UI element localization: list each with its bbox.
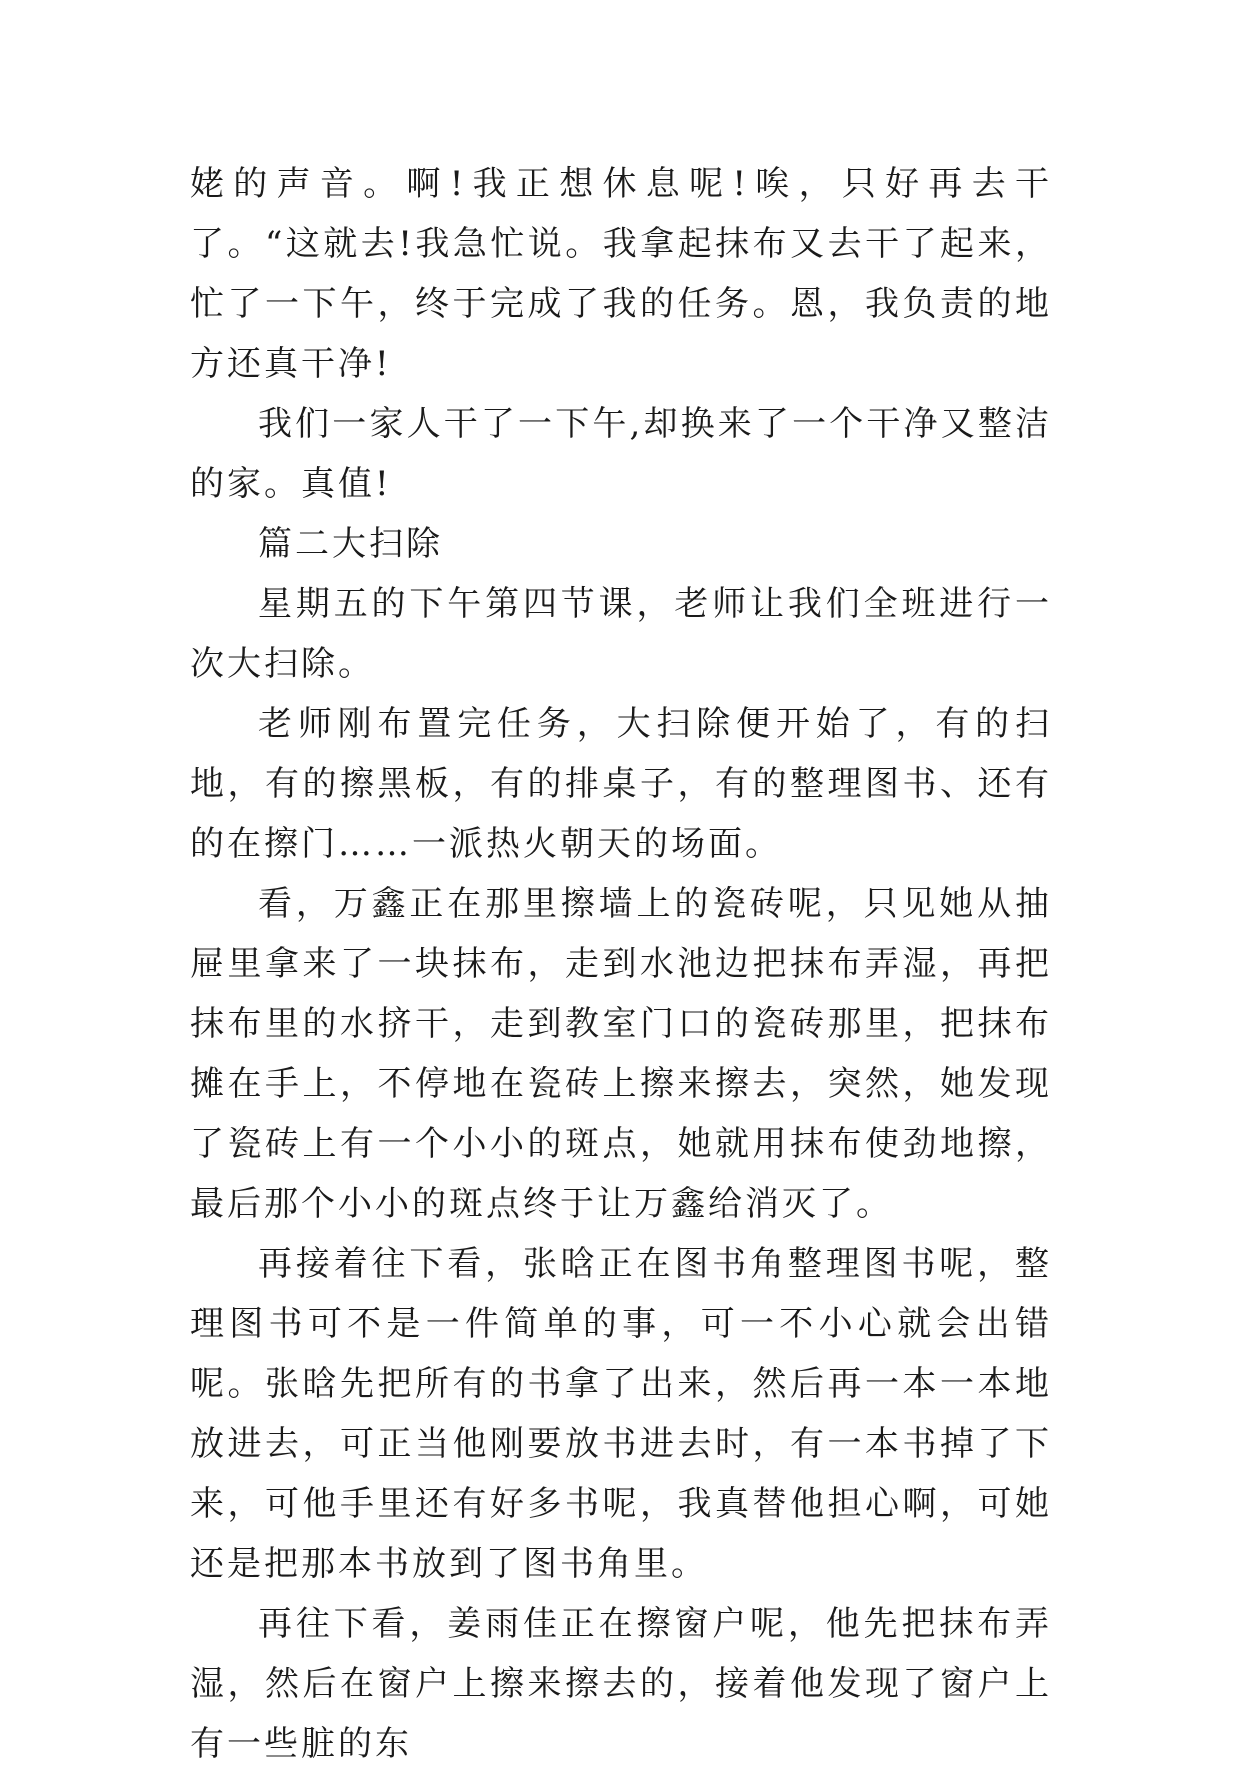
paragraph: 我们一家人干了一下午,却换来了一个干净又整洁的家。真值! bbox=[190, 404, 1052, 504]
paragraph: 再往下看，姜雨佳正在擦窗户呢，他先把抹布弄湿，然后在窗户上擦来擦去的，接着他发现了窗户上有一些脏的东 bbox=[190, 1604, 1052, 1764]
paragraph: 老师刚布置完任务，大扫除便开始了，有的扫地，有的擦黑板，有的排桌子，有的整理图书、还有的在擦门……一派热火朝天的场面。 bbox=[190, 704, 1052, 864]
paragraph: 姥的声音。啊!我正想休息呢!唉，只好再去干了。“这就去!我急忙说。我拿起抹布又去干了起来，忙了一下午，终于完成了我的任务。恩，我负责的地方还真干净! bbox=[190, 164, 1052, 384]
section-heading: 篇二大扫除 bbox=[258, 524, 443, 564]
paragraph: 星期五的下午第四节课，老师让我们全班进行一次大扫除。 bbox=[190, 584, 1052, 684]
paragraph: 再接着往下看，张晗正在图书角整理图书呢，整理图书可不是一件简单的事，可一不小心就会出错呢。张晗先把所有的书拿了出来，然后再一本一本地放进去，可正当他刚要放书进去时，有一本书掉了下来，可他手里还有好多书呢，我真替他担心啊，可她还是把那本书放到了图书角里。 bbox=[190, 1244, 1052, 1584]
paragraph: 看，万鑫正在那里擦墙上的瓷砖呢，只见她从抽屉里拿来了一块抹布，走到水池边把抹布弄湿，再把抹布里的水挤干，走到教室门口的瓷砖那里，把抹布摊在手上，不停地在瓷砖上擦来擦去，突然，她发现了瓷砖上有一个小小的斑点，她就用抹布使劲地擦，最后那个小小的斑点终于让万鑫给消灭了。 bbox=[190, 884, 1052, 1224]
document-body bbox=[190, 154, 1052, 1774]
